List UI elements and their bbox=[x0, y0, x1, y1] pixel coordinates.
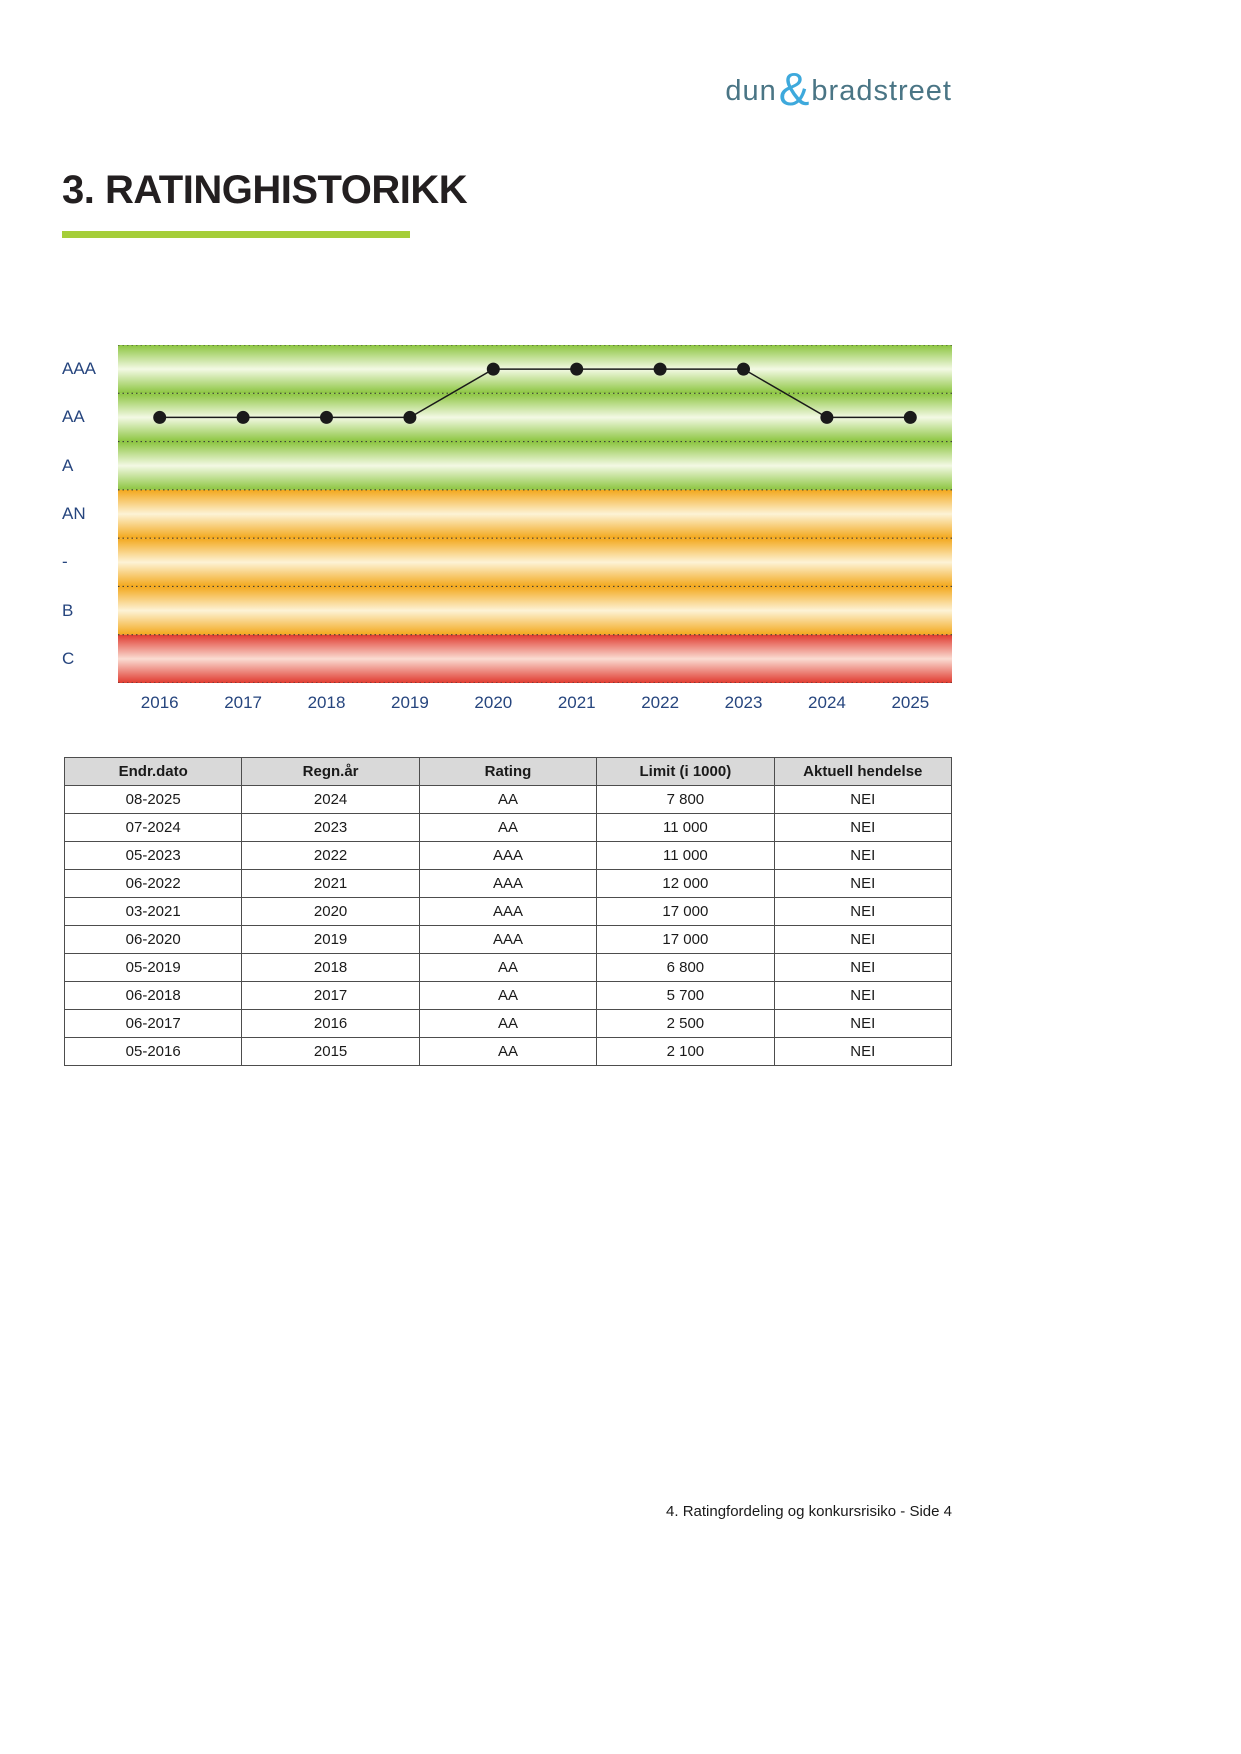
table-cell: 2015 bbox=[242, 1038, 419, 1066]
table-cell: 17 000 bbox=[597, 926, 774, 954]
x-axis-label-2022: 2022 bbox=[641, 693, 680, 712]
data-point-2025 bbox=[904, 411, 917, 424]
table-row bbox=[65, 842, 952, 870]
table-cell: 2021 bbox=[242, 870, 419, 898]
rating-band-C bbox=[118, 635, 952, 683]
data-point-2017 bbox=[237, 411, 250, 424]
y-axis-label-B: B bbox=[62, 600, 74, 620]
table-cell: 05-2023 bbox=[65, 842, 242, 870]
chart-x-axis bbox=[118, 693, 952, 713]
table-cell: 17 000 bbox=[597, 898, 774, 926]
rating-band-AN bbox=[118, 490, 952, 538]
data-point-2020 bbox=[487, 363, 500, 376]
data-point-2016 bbox=[153, 411, 166, 424]
table-cell: NEI bbox=[774, 954, 951, 982]
table-cell: NEI bbox=[774, 926, 951, 954]
data-point-2022 bbox=[654, 363, 667, 376]
logo-word-dun: dun bbox=[725, 74, 777, 107]
table-cell: AA bbox=[419, 982, 596, 1010]
table-cell: AAA bbox=[419, 926, 596, 954]
table-row bbox=[65, 898, 952, 926]
data-point-2024 bbox=[820, 411, 833, 424]
table-cell: 03-2021 bbox=[65, 898, 242, 926]
x-axis-label-2016: 2016 bbox=[140, 693, 179, 712]
table-cell: 2 500 bbox=[597, 1010, 774, 1038]
table-cell: 2022 bbox=[242, 842, 419, 870]
column-header: Limit (i 1000) bbox=[597, 758, 774, 786]
table-cell: AA bbox=[419, 786, 596, 814]
data-point-2018 bbox=[320, 411, 333, 424]
column-header: Regn.år bbox=[242, 758, 419, 786]
table-cell: NEI bbox=[774, 1010, 951, 1038]
table-cell: 06-2017 bbox=[65, 1010, 242, 1038]
table-cell: 2023 bbox=[242, 814, 419, 842]
data-point-2023 bbox=[737, 363, 750, 376]
table-cell: NEI bbox=[774, 982, 951, 1010]
chart-plot-area bbox=[118, 345, 952, 683]
column-header: Aktuell hendelse bbox=[774, 758, 951, 786]
column-header: Endr.dato bbox=[65, 758, 242, 786]
table-cell: AAA bbox=[419, 898, 596, 926]
table-cell: 2 100 bbox=[597, 1038, 774, 1066]
x-axis-label-2023: 2023 bbox=[724, 693, 763, 712]
table-row bbox=[65, 1038, 952, 1066]
table-cell: NEI bbox=[774, 786, 951, 814]
table-row bbox=[65, 786, 952, 814]
rating-history-table bbox=[64, 757, 952, 1066]
table-cell: 2016 bbox=[242, 1010, 419, 1038]
table-cell: NEI bbox=[774, 814, 951, 842]
table-header-row bbox=[65, 758, 952, 786]
data-point-2021 bbox=[570, 363, 583, 376]
table-cell: 2018 bbox=[242, 954, 419, 982]
table-cell: NEI bbox=[774, 842, 951, 870]
table-cell: AA bbox=[419, 1038, 596, 1066]
table-row bbox=[65, 954, 952, 982]
logo-ampersand-icon: & bbox=[778, 63, 810, 115]
table-cell: 12 000 bbox=[597, 870, 774, 898]
table-row bbox=[65, 982, 952, 1010]
column-header: Rating bbox=[419, 758, 596, 786]
table-cell: AA bbox=[419, 954, 596, 982]
rating-band-- bbox=[118, 538, 952, 586]
x-axis-label-2021: 2021 bbox=[557, 693, 596, 712]
table-cell: 11 000 bbox=[597, 842, 774, 870]
x-axis-label-2020: 2020 bbox=[474, 693, 513, 712]
rating-band-A bbox=[118, 442, 952, 490]
y-axis-label-AN: AN bbox=[62, 504, 86, 523]
y-axis-label-C: C bbox=[62, 648, 75, 668]
table-row bbox=[65, 926, 952, 954]
table-cell: NEI bbox=[774, 1038, 951, 1066]
table-cell: NEI bbox=[774, 870, 951, 898]
rating-band-B bbox=[118, 586, 952, 634]
table-cell: 11 000 bbox=[597, 814, 774, 842]
table-cell: NEI bbox=[774, 898, 951, 926]
table-cell: 2017 bbox=[242, 982, 419, 1010]
data-point-2019 bbox=[403, 411, 416, 424]
rating-history-chart bbox=[62, 345, 952, 730]
table-cell: 05-2019 bbox=[65, 954, 242, 982]
x-axis-label-2019: 2019 bbox=[391, 693, 429, 712]
table-row bbox=[65, 1010, 952, 1038]
table-cell: 2019 bbox=[242, 926, 419, 954]
table-cell: 06-2020 bbox=[65, 926, 242, 954]
table-cell: 08-2025 bbox=[65, 786, 242, 814]
page-title: 3. RATINGHISTORIKK bbox=[62, 168, 468, 212]
table-cell: 6 800 bbox=[597, 954, 774, 982]
logo-word-bradstreet: bradstreet bbox=[811, 74, 952, 107]
table-cell: 5 700 bbox=[597, 982, 774, 1010]
table-cell: 06-2018 bbox=[65, 982, 242, 1010]
table-cell: 2024 bbox=[242, 786, 419, 814]
table-cell: 2020 bbox=[242, 898, 419, 926]
dun-bradstreet-logo bbox=[725, 63, 952, 115]
table-cell: 7 800 bbox=[597, 786, 774, 814]
x-axis-label-2024: 2024 bbox=[808, 693, 846, 712]
table-row bbox=[65, 870, 952, 898]
table-cell: 05-2016 bbox=[65, 1038, 242, 1066]
title-underline bbox=[62, 231, 410, 238]
chart-y-axis bbox=[62, 345, 114, 683]
table-cell: 06-2022 bbox=[65, 870, 242, 898]
y-axis-label-AA: AA bbox=[62, 407, 85, 427]
table-cell: AA bbox=[419, 814, 596, 842]
x-axis-label-2025: 2025 bbox=[891, 693, 930, 712]
y-axis-label-A: A bbox=[62, 455, 74, 475]
table-cell: 07-2024 bbox=[65, 814, 242, 842]
table-cell: AA bbox=[419, 1010, 596, 1038]
table-cell: AAA bbox=[419, 870, 596, 898]
x-axis-label-2018: 2018 bbox=[307, 693, 346, 712]
y-axis-label--: - bbox=[62, 552, 68, 572]
page-footer: 4. Ratingfordeling og konkursrisiko - Side 4 bbox=[666, 1503, 952, 1520]
y-axis-label-AAA: AAA bbox=[62, 359, 97, 379]
x-axis-label-2017: 2017 bbox=[224, 693, 263, 712]
table-row bbox=[65, 814, 952, 842]
table-cell: AAA bbox=[419, 842, 596, 870]
